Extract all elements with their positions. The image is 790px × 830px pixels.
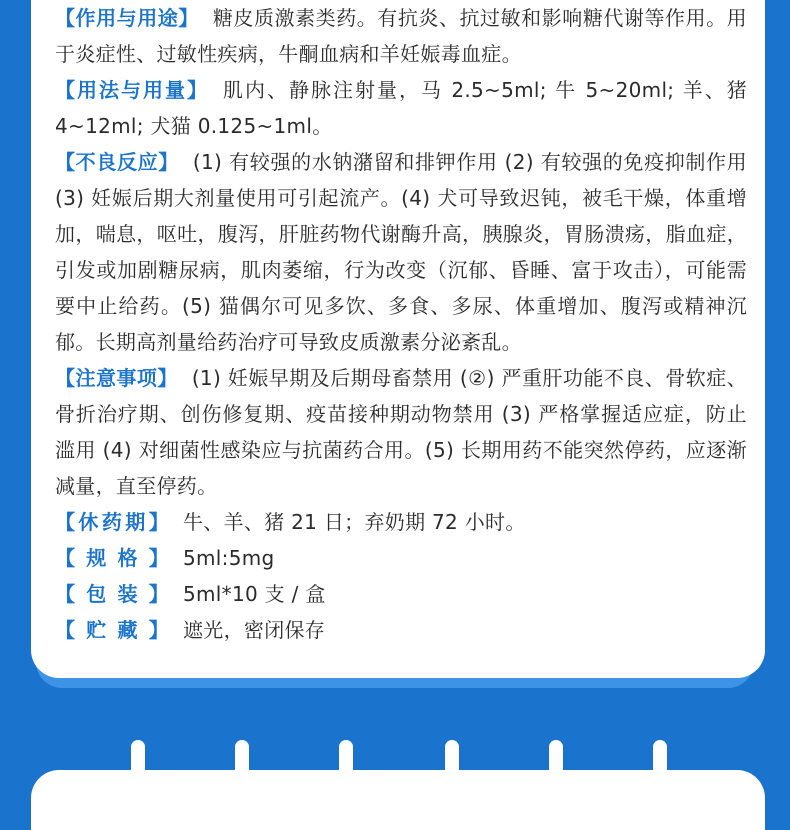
section-label: 【规格】 [55,546,169,570]
section-text: 牛、羊、猪 21 日；弃奶期 72 小时。 [183,510,526,534]
section-packaging [55,576,747,612]
section-label: 【贮藏】 [55,618,169,642]
section-label: 【不良反应】 [55,150,179,174]
section-specification [55,540,747,576]
section-storage [55,612,747,648]
section-text: 遮光，密闭保存 [183,618,326,642]
section-withdrawal [55,504,747,540]
section-adverse-reactions [55,144,747,360]
section-precautions [55,360,747,504]
section-label: 【包装】 [55,582,169,606]
section-label: 【休药期】 [55,510,169,534]
section-label: 【作用与用途】 [55,6,199,30]
section-text: (1) 妊娠早期及后期母畜禁用 (②) 严重肝功能不良、骨软症、骨折治疗期、创伤修复期、疫苗接种期动物禁用 (3) 严格掌握适应症，防止滥用 (4) 对细菌性感染应与抗菌药合用。(5) 长期用药不能突然停药，应逐渐减量，直至停药。 [55,366,747,498]
section-dosage [55,72,747,144]
instructions-card [31,0,765,678]
section-text: 5ml*10 支 / 盒 [183,582,326,606]
section-text: (1) 有较强的水钠潴留和排钾作用 (2) 有较强的免疫抑制作用 (3) 妊娠后期大剂量使用可引起流产。(4) 犬可导致迟钝，被毛干燥，体重增加，喘息，呕吐，腹泻，肝脏药物代谢酶升高，胰腺炎，胃肠溃疡，脂血症，引发或加剧糖尿病，肌肉萎缩，行为改变（沉郁、昏睡、富于攻击），可能需要中止给药。(5) 猫偶尔可见多饮、多食、多尿、体重增加、腹泻或精神沉郁。长期高剂量给药治疗可导致皮质激素分泌紊乱。 [55,150,747,354]
section-label: 【用法与用量】 [55,78,209,102]
section-text: 5ml:5mg [183,546,275,570]
section-usage [55,0,747,72]
section-text: 糖皮质激素类药。有抗炎、抗过敏和影响糖代谢等作用。用于炎症性、过敏性疾病，牛酮血病和羊妊娠毒血症。 [55,6,747,66]
section-label: 【注意事项】 [55,366,178,390]
section-text: 肌内、静脉注射量，马 2.5~5ml; 牛 5~20ml; 羊、猪 4~12ml; 犬猫 0.125~1ml。 [55,78,747,138]
